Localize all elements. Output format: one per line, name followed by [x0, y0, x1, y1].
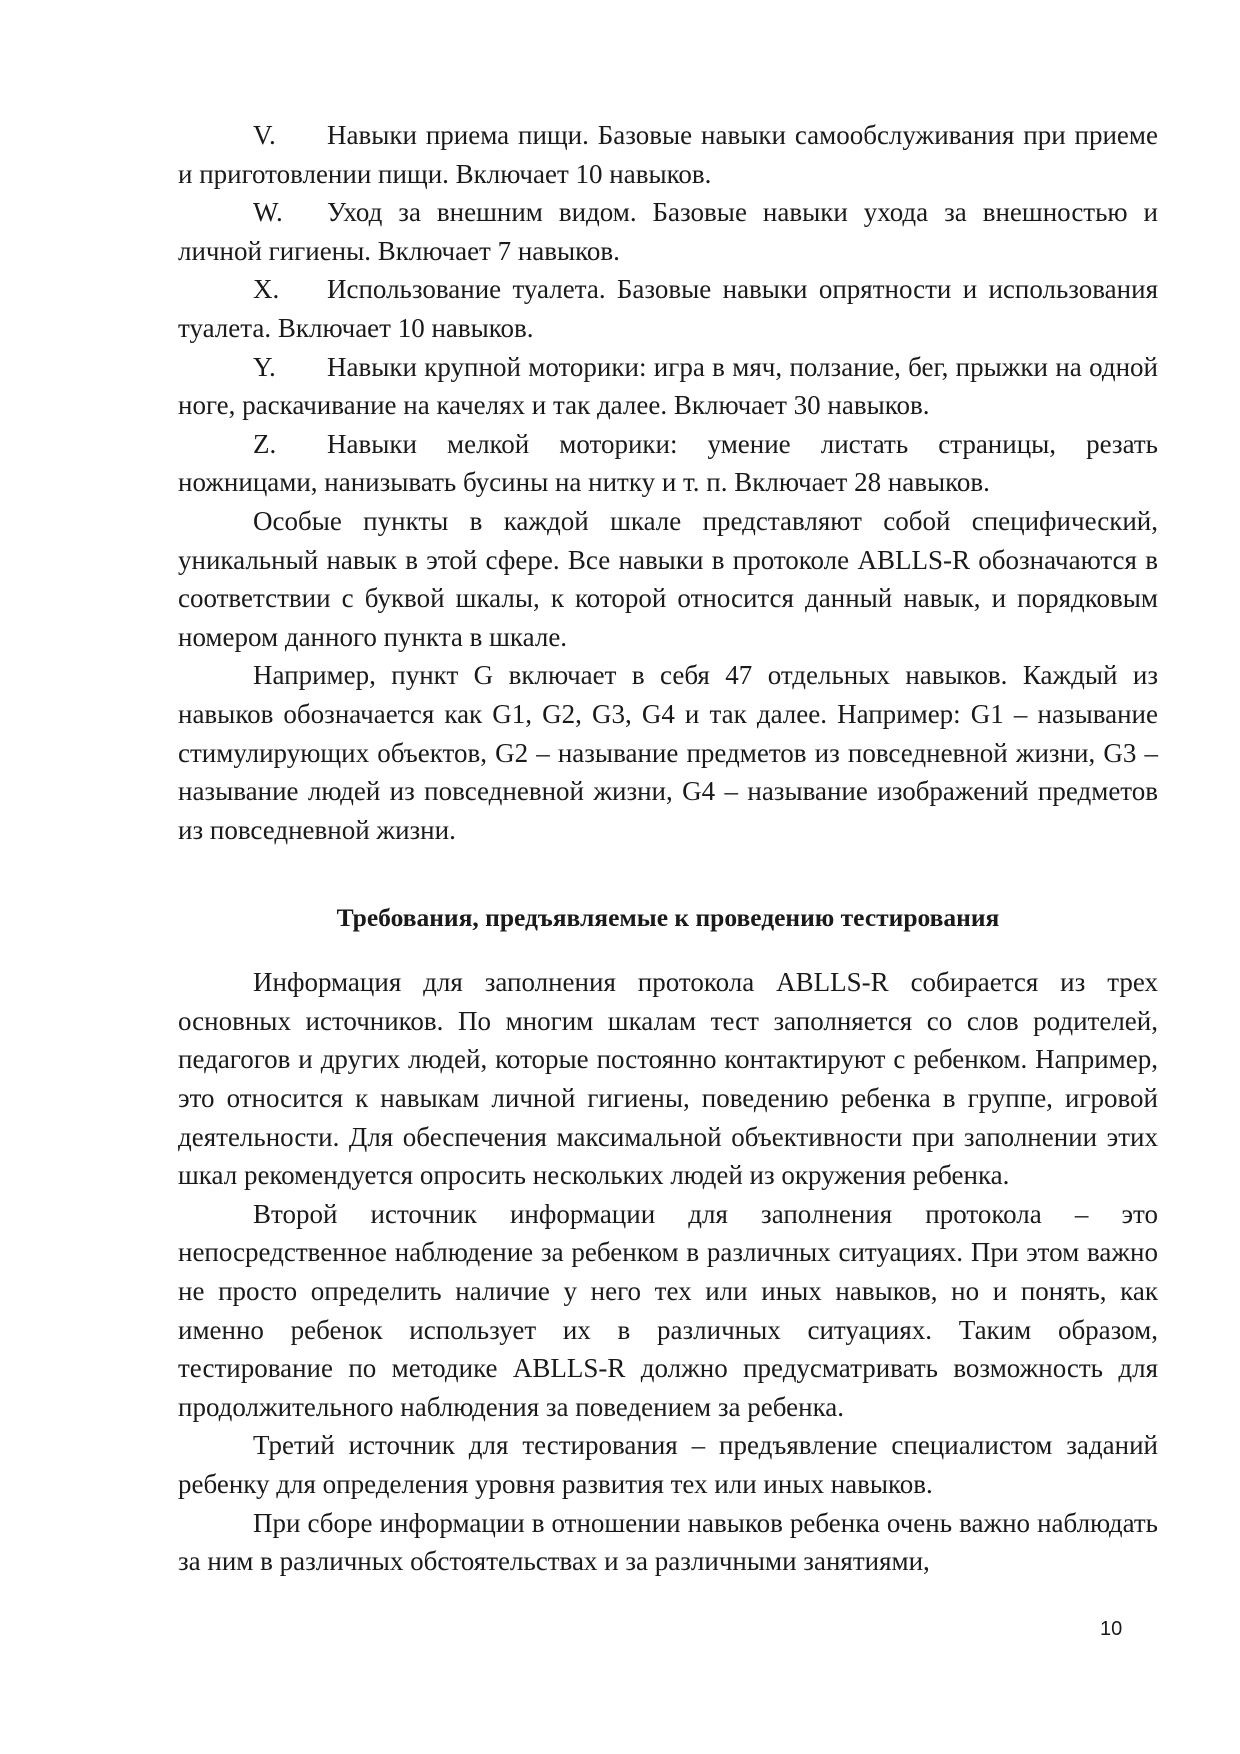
list-item-text: Уход за внешним видом. Базовые навыки ухода за внешностью и личной гигиены. Включает 7 навыков. [178, 197, 1158, 266]
document-page [178, 116, 1158, 1581]
list-item-text: Навыки мелкой моторики: умение листать страницы, резать ножницами, нанизывать бусины на нитку и т. п. Включает 28 навыков. [178, 428, 1158, 498]
section-heading: Требования, предъявляемые к проведению тестирования [336, 903, 1000, 933]
body-paragraph: Второй источник информации для заполнения протокола – это непосредственное наблюдение за ребенком в различных ситуациях. При этом важно не просто определить наличие у него тех или иных навыков, но и понять, как именно ребенок использует их в различных ситуациях. Таким образом, тестирование по методике ABLLS-R должно предусматривать возможность для продолжительного наблюдения за поведением за ребенка. [178, 1198, 1158, 1422]
list-item-letter: V. [253, 120, 276, 150]
list-item-v [178, 116, 1158, 193]
list-item-y [178, 348, 1158, 425]
list-item-text: Навыки крупной моторики: игра в мяч, ползание, бег, прыжки на одной ноге, раскачивание на качелях и так далее. Включает 30 навыков. [178, 351, 1158, 421]
list-item-letter: Y. [253, 351, 276, 382]
list-item-w [178, 193, 1158, 270]
list-item-z [178, 425, 1158, 502]
list-item-letter: Z. [253, 428, 277, 459]
body-paragraph: При сборе информации в отношении навыков ребенка очень важно наблюдать за ним в различных обстоятельствах и за различными занятиями, [178, 1507, 1158, 1577]
list-item-letter: W. [253, 197, 283, 228]
page-number: 10 [1100, 1618, 1123, 1640]
list-item-x [178, 270, 1158, 347]
body-paragraph: Информация для заполнения протокола ABLLS-R собирается из трех основных источников. По многим шкалам тест заполняется со слов родителей, педагогов и других людей, которые постоянно контактируют с ребенком. Например, это относится к навыкам личной гигиены, поведению ребенка в группе, игровой деятельности. Для обеспечения максимальной объективности при заполнении этих шкал рекомендуется опросить нескольких людей из окружения ребенка. [178, 967, 1158, 1191]
list-item-text: Навыки приема пищи. Базовые навыки самообслуживания при приеме и приготовлении пищи. Включает 10 навыков. [178, 120, 1158, 189]
list-item-text: Использование туалета. Базовые навыки опрятности и использования туалета. Включает 10 навыков. [178, 274, 1158, 343]
body-paragraph: Третий источник для тестирования – предъявление специалистом заданий ребенку для определения уровня развития тех или иных навыков. [178, 1430, 1158, 1499]
body-paragraph: Особые пункты в каждой шкале представляют собой специфический, уникальный навык в этой сфере. Все навыки в протоколе ABLLS-R обозначаются в соответствии с буквой шкалы, к которой относится данный навык, и порядковым номером данного пункта в шкале. [178, 505, 1158, 652]
body-paragraph: Например, пункт G включает в себя 47 отдельных навыков. Каждый из навыков обозначается как G1, G2, G3, G4 и так далее. Например: G1 – называние стимулирующих объектов, G2 – называние предметов из повседневной жизни, G3 – называние людей из повседневной жизни, G4 – называние изображений предметов из повседневной жизни. [178, 660, 1158, 845]
list-item-letter: X. [253, 274, 280, 305]
